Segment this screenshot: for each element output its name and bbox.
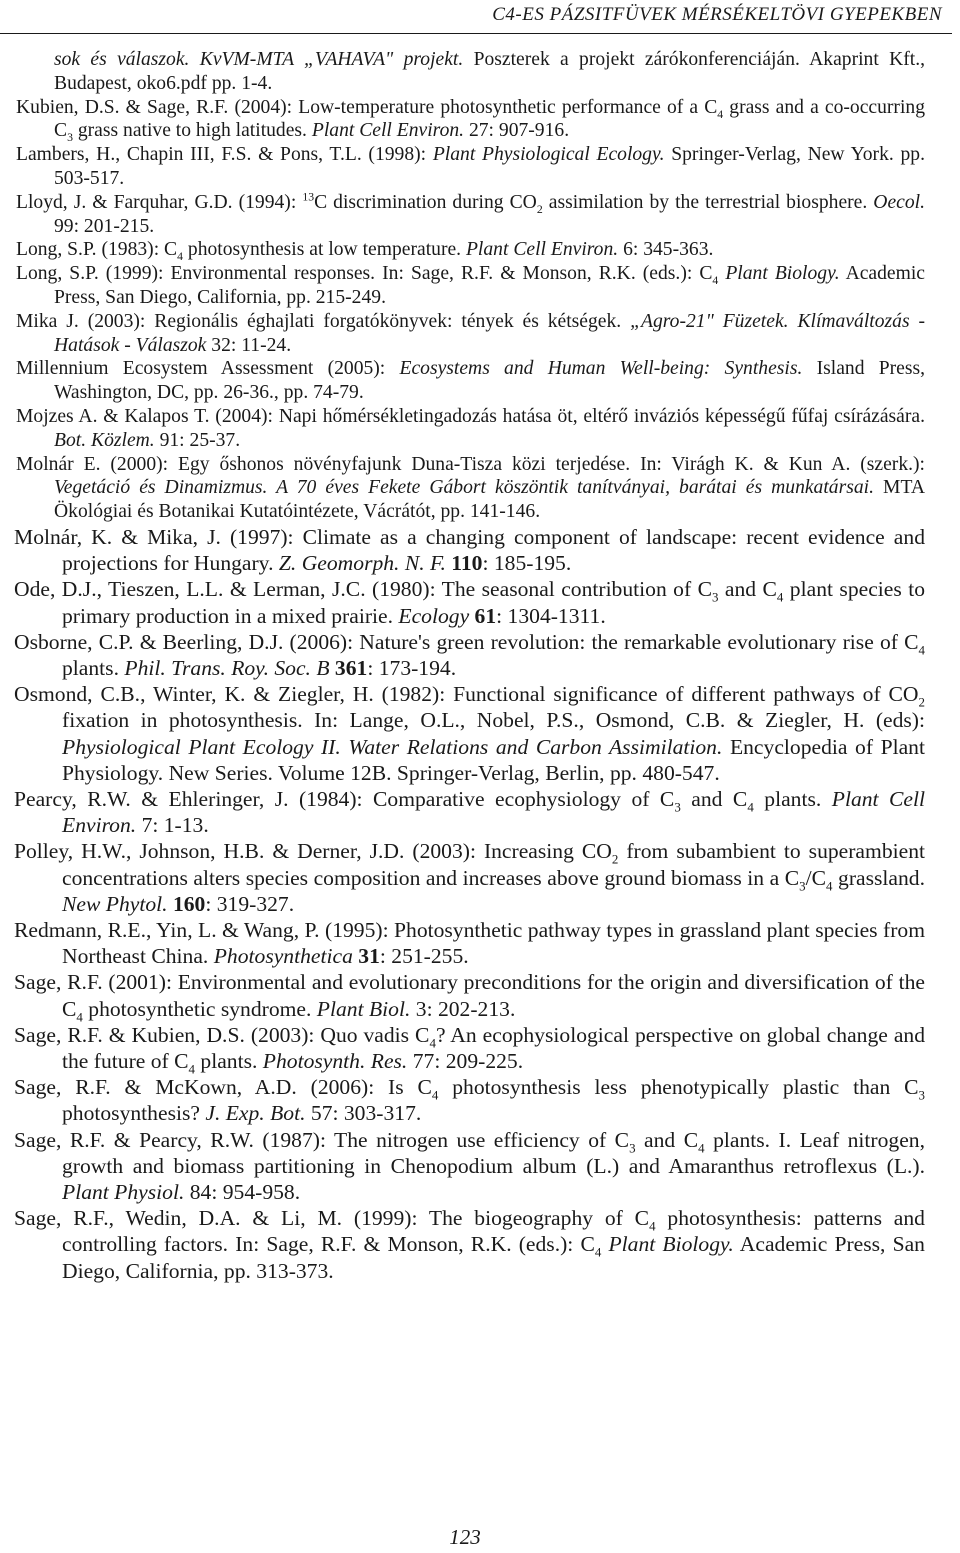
reference-text-segment: 4 xyxy=(747,799,754,815)
reference-text-segment: 2 xyxy=(918,694,925,710)
reference-text-segment: Sage, R.F. & Pearcy, R.W. (1987): The nitrogen use efficiency of C xyxy=(14,1127,630,1152)
reference-text-segment: photosynthesis less phenotypically plastic than C xyxy=(438,1075,919,1100)
reference-text-segment: 4 xyxy=(649,1218,656,1234)
reference-text-segment: 3 xyxy=(629,1139,636,1155)
reference-text-segment: 4 xyxy=(76,1008,83,1024)
reference-text-segment: „Agro-21" Füzetek. Klímaváltozás - Hatások - Válaszok xyxy=(54,310,925,356)
reference-entry xyxy=(14,629,925,681)
reference-text-segment: 4 xyxy=(698,1139,705,1155)
reference-text-segment: 4 xyxy=(429,1035,436,1051)
reference-text-segment: 4 xyxy=(918,642,925,658)
reference-text-segment: photosynthesis: patterns and controlling factors. In: Sage, R.F. & Monson, R.K. (eds.): C xyxy=(62,1206,925,1257)
reference-entry xyxy=(16,96,925,144)
reference-text-segment: Academic Press, San Diego, California, pp. 215-249. xyxy=(54,263,925,308)
reference-text-segment: : 1304-1311. xyxy=(496,603,606,628)
reference-text-segment: 77: 209-225. xyxy=(407,1049,524,1073)
page-number xyxy=(0,1525,930,1550)
reference-text-segment: 7: 1-13. xyxy=(136,813,209,838)
reference-text-segment: Molnár, K. & Mika, J. (1997): Climate as a changing component of landscape: recent evidence and projections for Hungary. xyxy=(14,524,925,576)
reference-text-segment: : 173-194. xyxy=(367,655,457,680)
page-number-text: 123 xyxy=(449,1525,481,1549)
reference-text-segment: Sage, R.F. & McKown, A.D. (2006): Is C xyxy=(14,1075,432,1100)
reference-text-segment: Redmann, R.E., Yin, L. & Wang, P. (1995): Photosynthetic pathway types in grassland plant species from Northeast China. xyxy=(14,917,925,969)
reference-text-segment: Osmond, C.B., Winter, K. & Ziegler, H. (1982): Functional significance of different pathways of CO xyxy=(14,682,919,707)
reference-text-segment: 2 xyxy=(611,851,619,867)
reference-text-segment: Plant Physiological Ecology. xyxy=(432,144,665,166)
reference-text-segment: Poszterek a projekt zárókonferenciáján. Akaprint Kft., Budapest, oko6.pdf pp. 1-4. xyxy=(54,49,926,94)
reference-text-segment: Pearcy, R.W. & Ehleringer, J. (1984): Comparative ecophysiology of C xyxy=(14,786,675,811)
reference-text-segment: ? An ecophysiological perspective on global change and the future of C xyxy=(62,1022,925,1073)
reference-text-segment: fixation in photosynthesis. In: Lange, O.L., Nobel, P.S., Osmond, C.B. & Ziegler, H. (eds): xyxy=(62,708,925,733)
reference-text-segment: Mika J. (2003): Regionális éghajlati forgatókönyvek: tények és kétségek. xyxy=(16,310,631,332)
reference-entry xyxy=(14,969,925,1024)
reference-text-segment: Encyclopedia of Plant Physiology. New Series. Volume 12B. Springer-Verlag, Berlin, pp. 480-547. xyxy=(62,734,925,785)
reference-text-segment: assimilation by the terrestrial biosphere. xyxy=(542,191,874,213)
reference-text-segment: Vegetáció és Dinamizmus. A 70 éves Fekete Gábort köszöntik tanítványai, barátai és munkatársai. xyxy=(54,477,874,499)
reference-text-segment: grass and a co-occurring C xyxy=(54,96,925,142)
reference-text-segment: sok és válaszok. KvVM-MTA „VAHAVA" projekt. xyxy=(54,49,464,70)
reference-text-segment: Sage, R.F. & Kubien, D.S. (2003): Quo vadis C xyxy=(14,1022,430,1047)
running-head-title: C4-ES PÁZSITFÜVEK MÉRSÉKELTÖVI GYEPEKBEN xyxy=(492,4,942,25)
reference-text-segment: Long, S.P. (1999): Environmental responses. In: Sage, R.F. & Monson, R.K. (eds.): C xyxy=(16,263,713,285)
reference-text-segment: 3 xyxy=(674,799,681,815)
reference-text-segment: Sage, R.F. (2001): Environmental and evolutionary preconditions for the origin and diversification of the C xyxy=(14,970,925,1021)
reference-entry xyxy=(14,1022,925,1077)
reference-text-segment: Plant Biol. xyxy=(316,996,411,1021)
reference-text-segment: J. Exp. Bot. xyxy=(205,1101,306,1126)
reference-text-segment: 4 xyxy=(431,1087,439,1103)
reference-entry xyxy=(14,786,925,838)
reference-text-segment: New Phytol. xyxy=(62,891,168,916)
reference-text-segment: Plant Cell Environ. xyxy=(62,786,925,838)
reference-text-segment: Mojzes A. & Kalapos T. (2004): Napi hőmérsékletingadozás hatása öt, eltérő inváziós képességű fűfaj csírázására. xyxy=(16,405,925,427)
reference-text-segment: Millennium Ecosystem Assessment (2005): xyxy=(16,358,400,380)
reference-text-segment: Physiological Plant Ecology II. Water Relations and Carbon Assimilation. xyxy=(62,734,723,759)
reference-text-segment: MTA Ökológiai és Botanikai Kutatóintézete, Vácrátót, pp. 141-146. xyxy=(54,477,926,523)
reference-entry xyxy=(16,191,925,239)
reference-text-segment: 4 xyxy=(712,274,719,288)
reference-text-segment: 3: 202-213. xyxy=(410,996,516,1021)
reference-text-segment: 4 xyxy=(188,1061,196,1077)
reference-entry xyxy=(16,143,925,191)
reference-text-segment: Plant Cell Environ. xyxy=(311,120,465,142)
reference-entry xyxy=(14,681,925,786)
reference-text-segment: Springer-Verlag, New York. pp. 503-517. xyxy=(54,144,925,189)
reference-text-segment: Lambers, H., Chapin III, F.S. & Pons, T.L. (1998): xyxy=(16,144,433,166)
reference-text-segment: 4 xyxy=(826,877,833,893)
reference-entry xyxy=(16,453,925,524)
reference-entry xyxy=(16,405,925,453)
reference-entry xyxy=(16,238,925,262)
reference-text-segment: 4 xyxy=(177,250,183,264)
reference-text-segment: Kubien, D.S. & Sage, R.F. (2004): Low-temperature photosynthetic performance of a C xyxy=(16,96,718,118)
reference-text-segment: Oecol. xyxy=(873,191,925,213)
reference-text-segment: Sage, R.F., Wedin, D.A. & Li, M. (1999): The biogeography of C xyxy=(14,1206,650,1231)
reference-text-segment: photosynthetic syndrome. xyxy=(82,996,317,1021)
reference-text-segment: Ode, D.J., Tieszen, L.L. & Lerman, J.C. (1980): The seasonal contribution of C xyxy=(14,577,712,602)
reference-text-segment: 91: 25-37. xyxy=(154,429,241,451)
reference-text-segment: 61 xyxy=(469,603,497,628)
reference-continuation xyxy=(16,48,925,96)
reference-text-segment: Bot. Közlem. xyxy=(54,429,155,451)
reference-list xyxy=(0,48,925,1284)
reference-text-segment: 13 xyxy=(302,190,315,204)
reference-text-segment: and C xyxy=(718,577,777,602)
reference-text-segment: Polley, H.W., Johnson, H.B. & Derner, J.D. (2003): Increasing CO xyxy=(14,839,612,864)
reference-text-segment: and C xyxy=(680,786,748,811)
reference-text-segment: : 185-195. xyxy=(482,551,572,576)
reference-text-segment: : 319-327. xyxy=(205,891,295,916)
reference-text-segment: 361 xyxy=(329,655,368,680)
reference-text-segment: Lloyd, J. & Farquhar, G.D. (1994): xyxy=(16,191,303,213)
reference-entry xyxy=(14,1127,925,1206)
reference-text-segment: 2 xyxy=(536,202,543,216)
reference-text-segment: Island Press, Washington, DC, pp. 26-36., pp. 74-79. xyxy=(54,358,926,404)
reference-entry xyxy=(14,1205,925,1284)
reference-text-segment: photosynthesis at low temperature. xyxy=(183,239,466,261)
reference-entry xyxy=(14,1074,925,1126)
reference-text-segment: Plant Biology. xyxy=(718,263,840,285)
reference-text-segment: 84: 954-958. xyxy=(184,1180,301,1205)
reference-text-segment: 3 xyxy=(711,589,719,605)
reference-text-segment: plant species to primary production in a mixed prairie. xyxy=(62,577,925,628)
reference-text-segment: 57: 303-317. xyxy=(305,1101,422,1126)
reference-text-segment: 4 xyxy=(717,107,724,121)
reference-text-segment: grass native to high latitudes. xyxy=(72,120,312,142)
reference-text-segment: Molnár E. (2000): Egy őshonos növényfajunk Duna-Tisza közi terjedése. In: Virágh K. & Kun A. (szerk.): xyxy=(16,453,925,475)
reference-text-segment: photosynthesis? xyxy=(62,1101,206,1126)
reference-entry xyxy=(14,917,925,969)
reference-text-segment: 27: 907-916. xyxy=(464,120,570,142)
reference-text-segment: Photosynth. Res. xyxy=(262,1049,408,1073)
reference-entry xyxy=(16,310,925,358)
reference-text-segment: 31 xyxy=(352,944,380,969)
reference-text-segment: Plant Cell Environ. xyxy=(465,239,619,261)
reference-text-segment: : 251-255. xyxy=(379,944,469,969)
reference-text-segment: 3 xyxy=(799,877,806,893)
reference-text-segment: Academic Press, San Diego, California, pp. 313-373. xyxy=(62,1232,925,1283)
reference-text-segment: Z. Geomorph. N. F. xyxy=(278,551,446,576)
reference-text-segment: Plant Biology. xyxy=(601,1232,734,1257)
reference-text-segment: Ecology xyxy=(398,603,470,628)
header-rule xyxy=(0,33,952,34)
reference-text-segment: 3 xyxy=(67,131,73,145)
running-head xyxy=(492,4,942,26)
reference-text-segment: 110 xyxy=(445,551,483,576)
reference-entry xyxy=(16,357,925,405)
reference-text-segment: 4 xyxy=(594,1244,602,1260)
reference-text-segment: 99: 201-215. xyxy=(54,215,155,237)
reference-text-segment: plants. I. Leaf nitrogen, growth and biomass partitioning in Chenopodium album (L.) and Amaranthus retroflexus (L.). xyxy=(62,1127,925,1178)
reference-text-segment: 32: 11-24. xyxy=(206,334,292,356)
reference-text-segment: plants. xyxy=(195,1049,263,1073)
reference-text-segment: Ecosystems and Human Well-being: Synthesis. xyxy=(399,358,803,380)
reference-text-segment: /C xyxy=(805,865,827,890)
reference-entry xyxy=(16,262,925,310)
reference-text-segment: 4 xyxy=(776,589,784,605)
reference-text-segment: 6: 345-363. xyxy=(618,239,714,261)
reference-text-segment: plants. xyxy=(753,786,832,811)
reference-entry xyxy=(14,576,925,628)
reference-text-segment: Photosynthetica xyxy=(213,944,353,969)
reference-text-segment: Osborne, C.P. & Beerling, D.J. (2006): Nature's green revolution: the remarkable evolutionary rise of C xyxy=(14,629,919,654)
reference-text-segment: and C xyxy=(635,1127,699,1152)
reference-entry xyxy=(14,524,925,576)
reference-text-segment: 3 xyxy=(918,1087,925,1103)
reference-text-segment: grassland. xyxy=(832,865,925,890)
reference-text-segment: Plant Physiol. xyxy=(62,1180,185,1205)
reference-text-segment: plants. xyxy=(62,655,125,680)
reference-text-segment: 160 xyxy=(167,891,206,916)
reference-text-segment: from subambient to superambient concentrations alters species composition and increases above ground biomass in a C xyxy=(62,839,925,890)
reference-text-segment: Phil. Trans. Roy. Soc. B xyxy=(124,655,330,680)
reference-text-segment: Long, S.P. (1983): C xyxy=(16,239,178,261)
reference-entry xyxy=(14,838,925,917)
reference-text-segment: C discrimination during CO xyxy=(314,191,537,213)
